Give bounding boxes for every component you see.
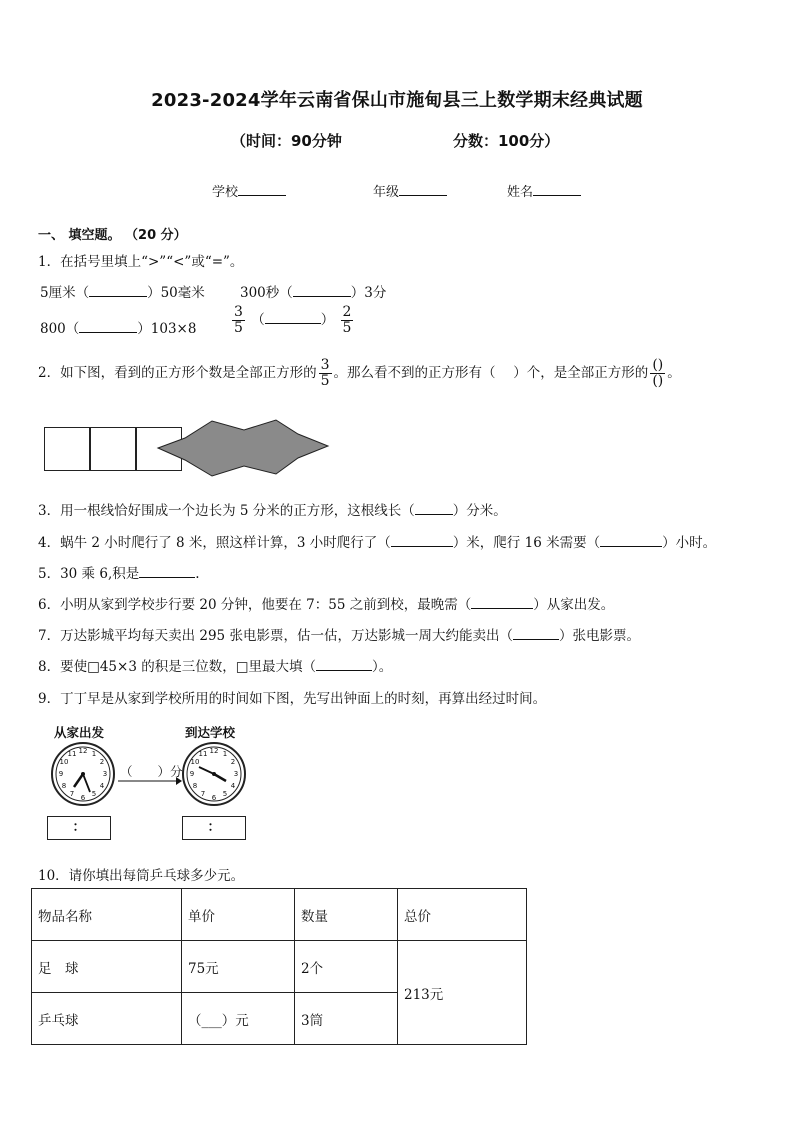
school-field — [212, 181, 286, 200]
q3 — [38, 499, 507, 519]
q8 — [38, 655, 392, 675]
q1-item-b — [240, 281, 386, 301]
svg-text:5: 5 — [91, 790, 97, 798]
svg-text:3: 3 — [233, 770, 239, 778]
svg-text:12: 12 — [209, 747, 219, 755]
q8-right: ）。 — [371, 659, 393, 675]
svg-text:1: 1 — [91, 750, 97, 758]
section-heading: 一、 填空题。 （20 分） — [38, 228, 187, 243]
q6-right: ）从家出发。 — [533, 597, 615, 613]
name-blank — [533, 183, 581, 196]
q2-frac-den: 5 — [320, 373, 330, 389]
svg-text:12: 12 — [78, 747, 88, 755]
cell-pingpong-price: （___）元 — [182, 993, 295, 1045]
svg-text:4: 4 — [99, 782, 105, 790]
q7-left: 7．万达影城平均每天卖出 295 张电影票，估一估，万达影城一周大约能卖出（ — [38, 628, 513, 644]
svg-text:3: 3 — [102, 770, 108, 778]
q1-b-blank — [293, 284, 351, 297]
svg-text:10: 10 — [59, 758, 69, 766]
q1-a-left: 5厘米（ — [40, 285, 90, 301]
clock-icon-depart — [50, 741, 116, 807]
label-from-home: 从家出发 — [54, 725, 105, 740]
svg-text:6: 6 — [211, 794, 217, 802]
svg-text:10: 10 — [190, 758, 200, 766]
grade-blank — [399, 183, 447, 196]
q2-frac-num: 3 — [320, 357, 330, 373]
exam-time: （时间：90分钟 — [231, 132, 342, 150]
cell-pingpong-qty: 3筒 — [295, 993, 398, 1045]
q2-blank-den: () — [652, 373, 664, 389]
q1-frac1-den: 5 — [234, 320, 243, 336]
q1-d-left: （ — [251, 312, 265, 328]
cell-total: 213元 — [398, 941, 527, 1045]
grade-field — [373, 181, 447, 200]
svg-text:11: 11 — [198, 750, 208, 758]
q1-stem: 1．在括号里填上“>”“<”或“=”。 — [38, 254, 244, 270]
time-box-arrive: ： — [182, 816, 246, 840]
q5-right: . — [195, 566, 200, 582]
q5-blank — [139, 565, 195, 578]
q7-right: ）张电影票。 — [558, 628, 640, 644]
svg-text:5: 5 — [222, 790, 228, 798]
q1-b-right: ）3分 — [350, 285, 387, 301]
q7 — [38, 624, 640, 644]
table-header-row — [32, 889, 527, 941]
q2-blank-num: () — [652, 357, 664, 373]
square-1 — [44, 427, 90, 471]
q8-blank — [316, 658, 372, 671]
q1-c-left: 800（ — [40, 321, 80, 337]
svg-text:4: 4 — [230, 782, 236, 790]
q2-blank-frac — [650, 358, 665, 389]
svg-text:8: 8 — [61, 782, 67, 790]
q1-d-right: ） — [320, 312, 335, 328]
q3-left: 3．用一根线恰好围成一个边长为 5 分米的正方形，这根线长（ — [38, 503, 415, 519]
q1-c-blank — [79, 320, 137, 333]
svg-text:8: 8 — [192, 782, 198, 790]
q1-d-blank — [265, 311, 321, 324]
cell-football-price: 75元 — [182, 941, 295, 993]
q1-frac2-num: 2 — [342, 304, 352, 320]
q8-left: 8．要使□45×3 的积是三位数，□里最大填（ — [38, 659, 316, 675]
q6 — [38, 593, 614, 613]
q10-stem: 10．请你填出每筒乒乓球多少元。 — [38, 868, 245, 884]
table-row — [32, 941, 527, 993]
q2-part3: 。 — [667, 365, 681, 381]
q1-c-right: ）103×8 — [137, 321, 197, 337]
cell-football-name: 足 球 — [32, 941, 182, 993]
svg-text:9: 9 — [189, 770, 195, 778]
q4-left: 4．蜗牛 2 小时爬行了 8 米，照这样计算，3 小时爬行了（ — [38, 535, 391, 551]
q2-frac — [319, 358, 332, 389]
q1-item-d — [230, 305, 355, 336]
svg-text:2: 2 — [230, 758, 236, 766]
q5-left: 5．30 乘 6,积是 — [38, 566, 140, 582]
q3-right: ）分米。 — [452, 503, 507, 519]
q4-blank-2 — [600, 534, 662, 547]
header-total: 总价 — [398, 889, 527, 941]
q1-frac2 — [341, 305, 354, 336]
q9-stem: 9．丁丁早是从家到学校所用的时间如下图，先写出钟面上的时刻，再算出经过时间。 — [38, 691, 547, 707]
header-unit-price: 单价 — [182, 889, 295, 941]
svg-text:2: 2 — [99, 758, 105, 766]
clock-icon-arrive — [181, 741, 247, 807]
svg-text:1: 1 — [222, 750, 228, 758]
cell-football-qty: 2个 — [295, 941, 398, 993]
q6-blank — [471, 596, 533, 609]
q1-frac1 — [232, 305, 245, 336]
q4 — [38, 531, 716, 551]
q2-part1: 2．如下图，看到的正方形个数是全部正方形的 — [38, 365, 317, 381]
header-quantity: 数量 — [295, 889, 398, 941]
q3-blank — [415, 502, 453, 515]
q4-blank-1 — [391, 534, 453, 547]
exam-score: 分数：100分） — [453, 132, 560, 150]
name-label: 姓名 — [507, 185, 534, 200]
q4-mid: ）米，爬行 16 米需要（ — [452, 535, 601, 551]
star-cover-shape — [150, 418, 335, 480]
q1-a-blank — [89, 284, 147, 297]
square-2 — [90, 427, 136, 471]
q1-frac1-num: 3 — [234, 304, 243, 320]
q6-left: 6．小明从家到学校步行要 20 分钟，他要在 7：55 之前到校，最晚需（ — [38, 597, 472, 613]
price-table — [31, 888, 527, 1045]
q1-frac2-den: 5 — [342, 320, 352, 336]
q7-blank — [513, 627, 559, 640]
q2-stem — [38, 358, 681, 389]
school-label: 学校 — [212, 185, 239, 200]
svg-text:6: 6 — [80, 794, 86, 802]
svg-text:9: 9 — [58, 770, 64, 778]
q1-b-left: 300秒（ — [240, 285, 293, 301]
name-field — [507, 181, 581, 200]
q1-item-c — [40, 317, 196, 337]
q5 — [38, 562, 200, 582]
cell-pingpong-name: 乒乓球 — [32, 993, 182, 1045]
header-item-name: 物品名称 — [32, 889, 182, 941]
arrow-icon — [116, 776, 182, 786]
q4-right: ）小时。 — [662, 535, 717, 551]
q1-a-right: ）50毫米 — [147, 285, 205, 301]
q2-part2: 。那么看不到的正方形有（ ）个，是全部正方形的 — [333, 365, 649, 381]
svg-text:7: 7 — [200, 790, 206, 798]
svg-text:11: 11 — [67, 750, 77, 758]
svg-text:7: 7 — [69, 790, 75, 798]
time-box-depart: ： — [47, 816, 111, 840]
page-title: 2023-2024学年云南省保山市施甸县三上数学期末经典试题 — [151, 90, 643, 111]
q1-item-a — [40, 281, 205, 301]
label-arrive-school: 到达学校 — [185, 725, 236, 740]
school-blank — [238, 183, 286, 196]
elapsed-time-label: （ ）分 — [120, 764, 183, 779]
grade-label: 年级 — [373, 185, 400, 200]
